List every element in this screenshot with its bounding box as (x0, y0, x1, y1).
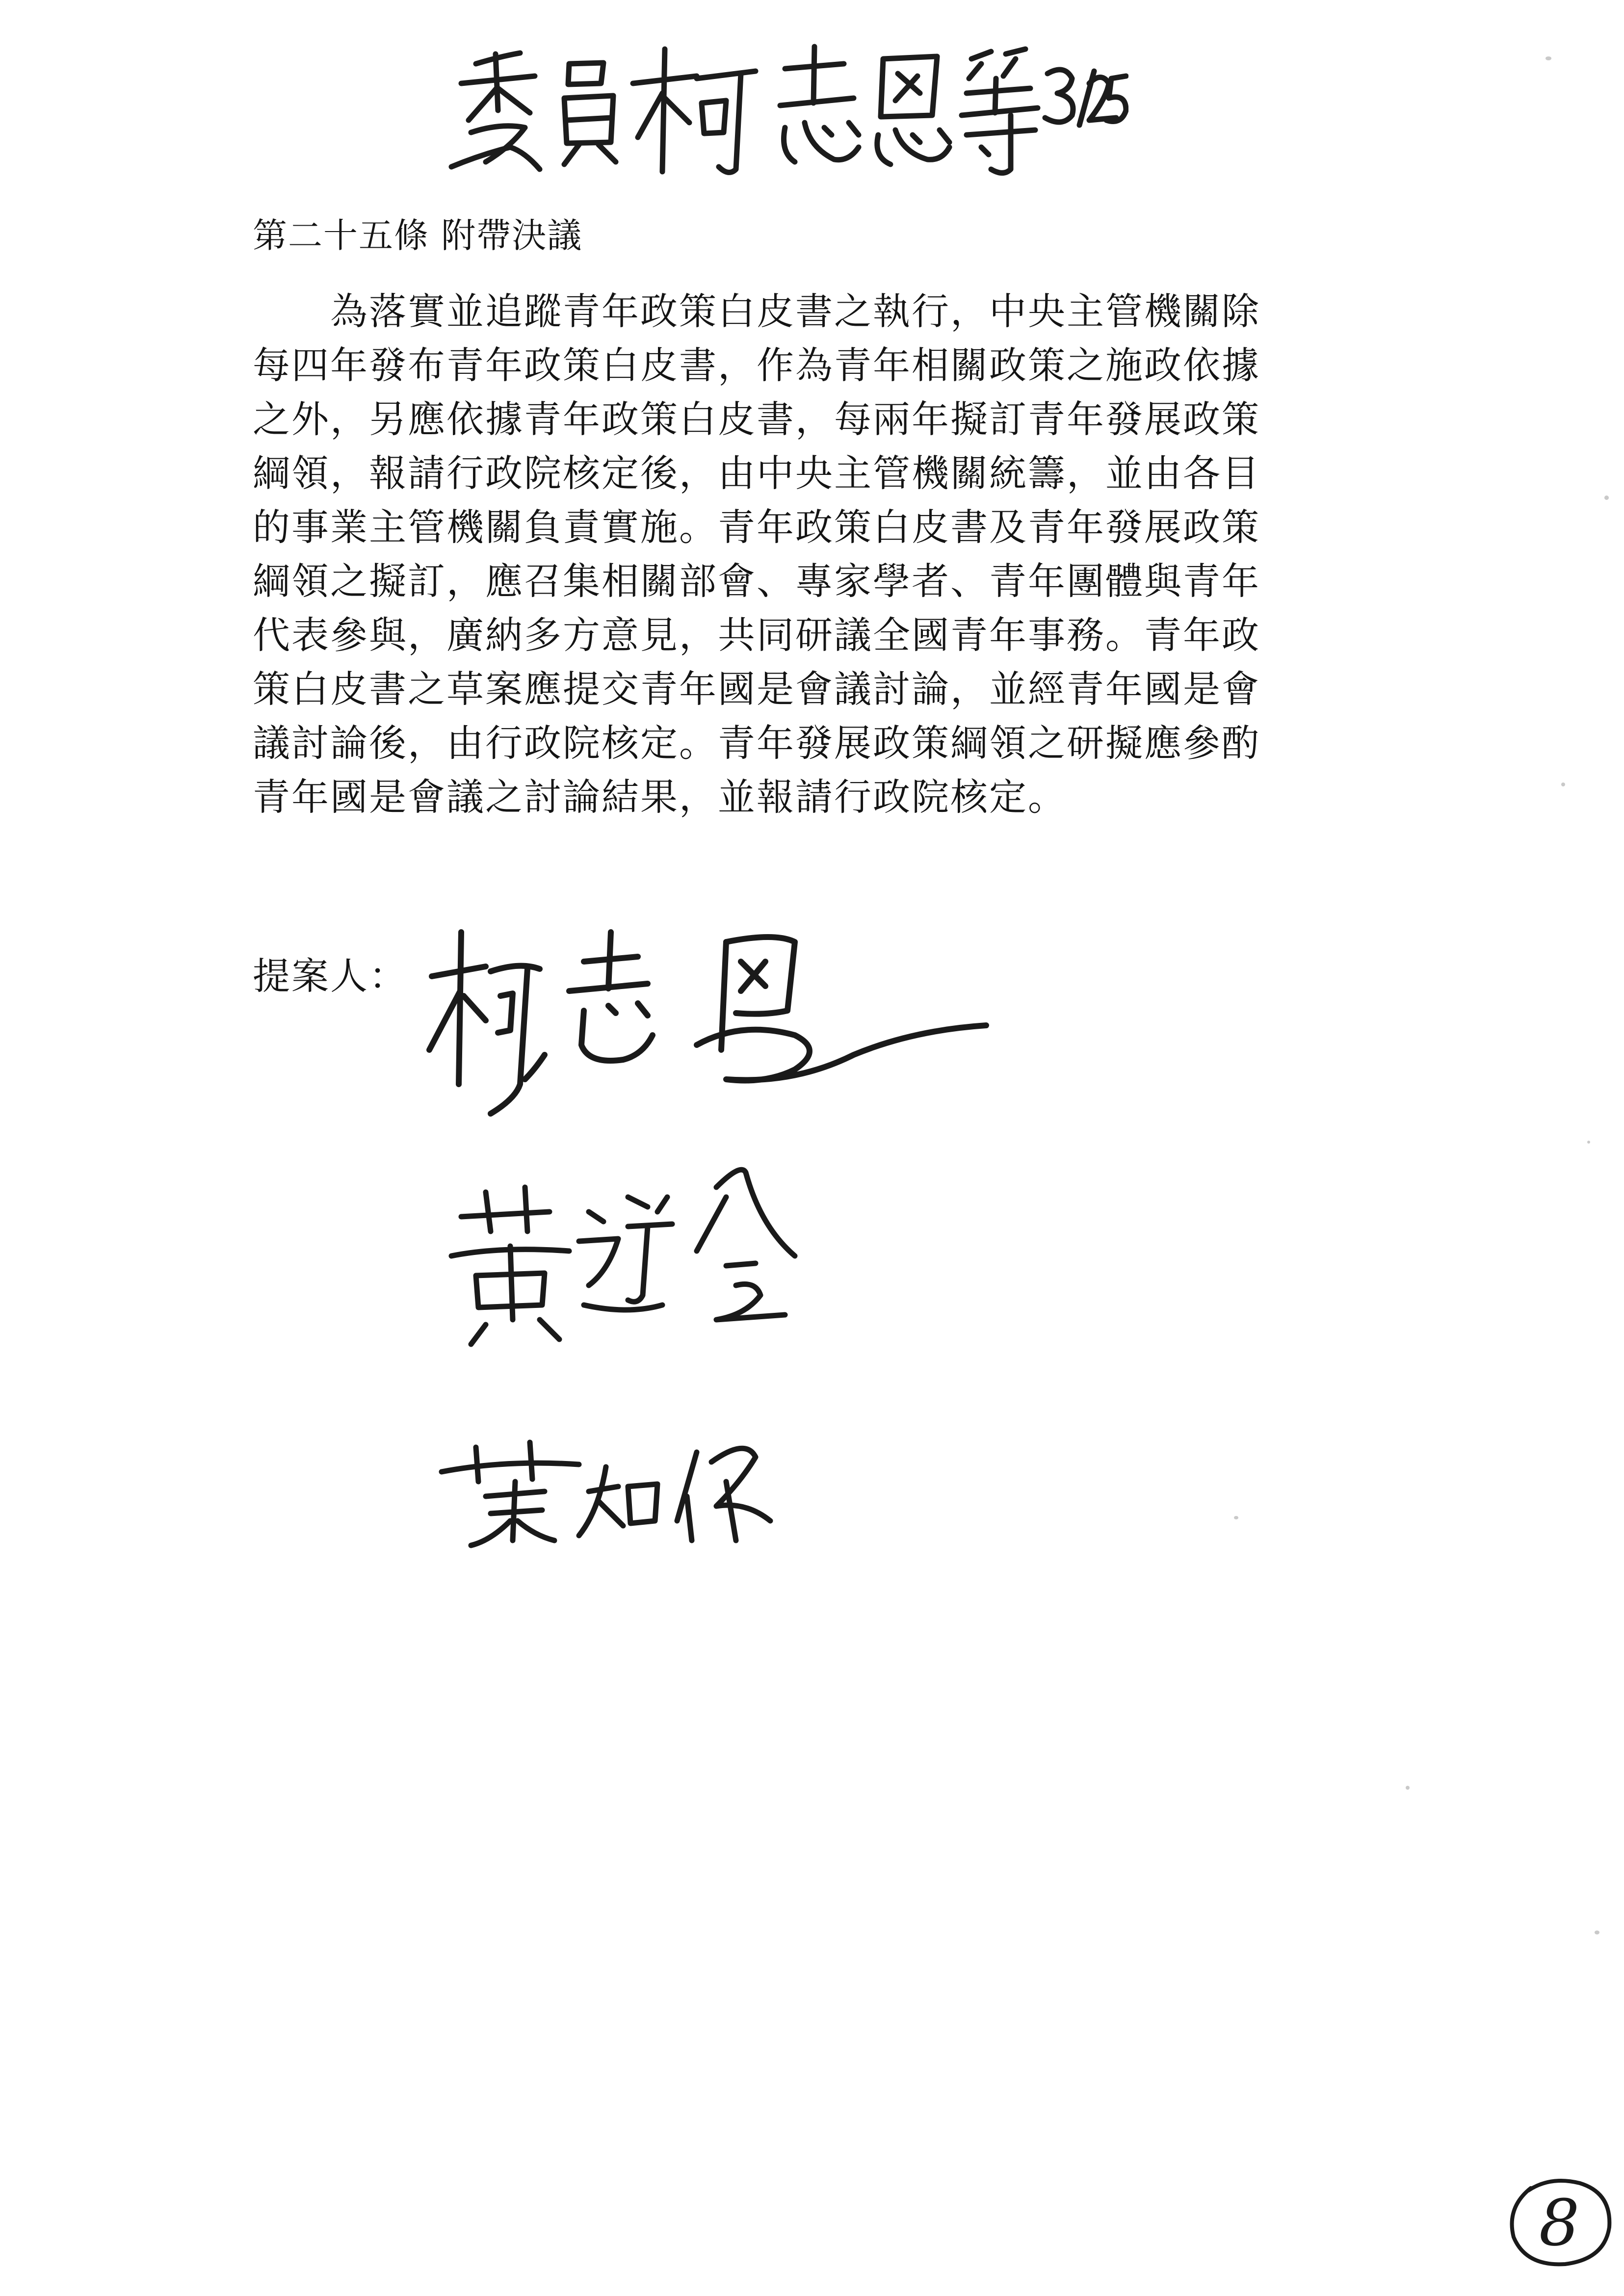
scan-speck (1545, 56, 1551, 60)
body-line: 代表參與，廣納多方意見，共同研議全國青年事務。青年政 (253, 613, 1260, 657)
body-line: 綱領，報請行政院核定後，由中央主管機關統籌，並由各目 (253, 451, 1260, 495)
proposer-label: 提案人： (253, 954, 408, 998)
signature-3 (432, 1423, 785, 1555)
signature-1 (422, 922, 991, 1138)
body-line: 的事業主管機關負責實施。青年政策白皮書及青年發展政策 (253, 505, 1260, 549)
body-line: 每四年發布青年政策白皮書，作為青年相關政策之施政依據 (253, 343, 1260, 387)
scan-speck (1406, 1786, 1410, 1790)
scan-speck (1604, 496, 1609, 500)
body-line: 為落實並追蹤青年政策白皮書之執行，中央主管機關除 (253, 289, 1260, 333)
body-line: 綱領之擬訂，應召集相關部會、專家學者、青年團體與青年 (253, 559, 1260, 603)
signature-2 (442, 1158, 814, 1364)
body-line: 青年國是會議之討論結果，並報請行政院核定。 (253, 775, 1067, 819)
resolution-body (253, 285, 1396, 824)
scan-speck (1234, 1516, 1238, 1519)
page-number: 8 (1539, 2186, 1580, 2260)
handwritten-header (442, 29, 1128, 177)
body-line: 策白皮書之草案應提交青年國是會議討論，並經青年國是會 (253, 667, 1260, 711)
body-line: 之外，另應依據青年政策白皮書，每兩年擬訂青年發展政策 (253, 397, 1260, 441)
scan-speck (1587, 1141, 1590, 1144)
scan-speck (1595, 1931, 1599, 1934)
body-line: 議討論後，由行政院核定。青年發展政策綱領之研擬應參酌 (253, 721, 1260, 765)
article-heading: 第二十五條 附帶決議 (253, 215, 583, 256)
scan-speck (1561, 783, 1565, 786)
